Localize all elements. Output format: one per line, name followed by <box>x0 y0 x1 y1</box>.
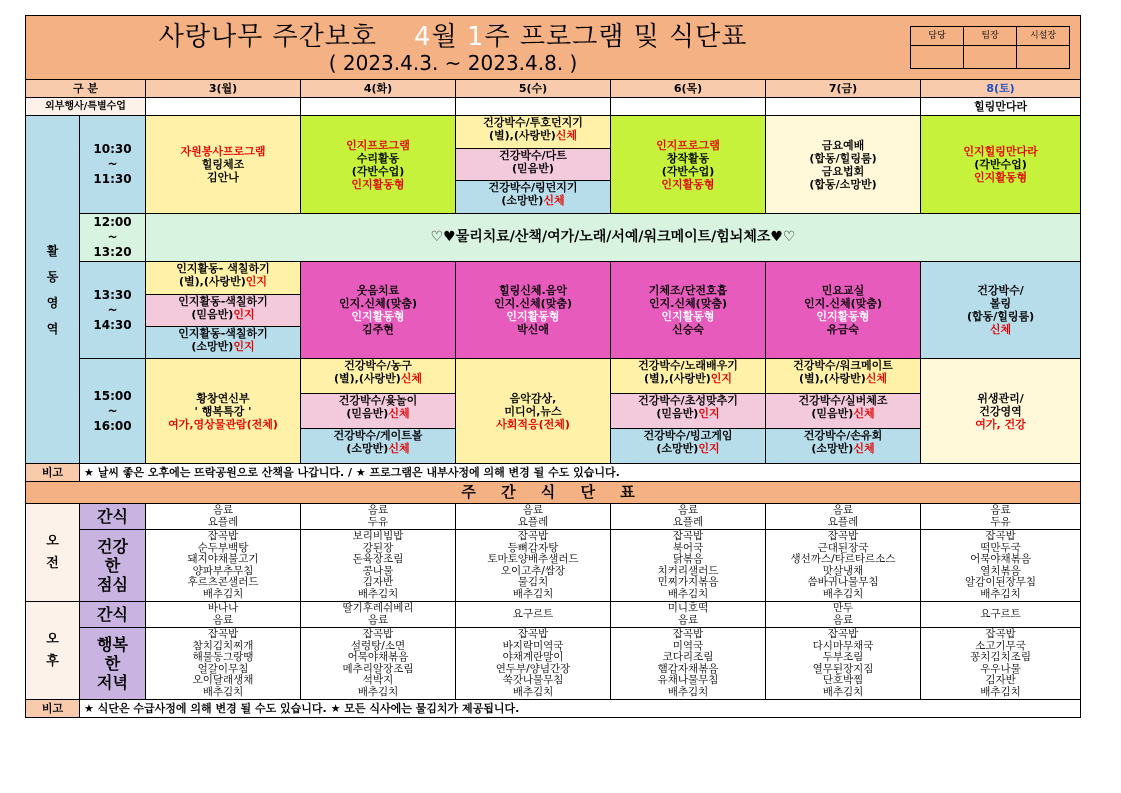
slot4-tue-group1: 건강박수/농구 (별),(사랑반)신체 <box>301 359 455 394</box>
slot4-fri-group3: 건강박수/손유회 (소망반)신체 <box>766 429 920 463</box>
slot1-wed-group1: 건강박수/투호던지기 (별),(사랑반)신체 <box>456 116 610 149</box>
slot1-sat: 인지힐링만다라 (각반수업) 인지활동형 <box>921 116 1081 214</box>
slot1-wed <box>456 116 611 214</box>
day-fri: 7(금) <box>766 80 921 98</box>
lunch-fri: 잡곡밥 근대된장국 생선까스/타르타르소스 맛살냉채 씀바귀나물무침 배추김치 <box>766 530 921 602</box>
day-thu: 6(목) <box>611 80 766 98</box>
am-snack-mon: 음료 요플레 <box>146 504 301 530</box>
title-cell <box>26 16 1081 80</box>
slot1-mon: 자원봉사프로그램 힐링체조 김안나 <box>146 116 301 214</box>
lunch-wed: 잡곡밥 등뼈감자탕 토마토양배추샐러드 오이고추/쌈장 물김치 배추김치 <box>456 530 611 602</box>
day-tue: 4(화) <box>301 80 456 98</box>
slot4-wed: 음악감상, 미디어,뉴스 사회적응(전체) <box>456 359 611 464</box>
lunch-sat: 잡곡밥 떡만두국 어묵야채볶음 열치볶음 알감이된장무침 배추김치 <box>921 530 1081 602</box>
special-sat: 힐링만다라 <box>921 98 1081 116</box>
slot4-fri-group2: 건강박수/실버체조 (믿음반)신체 <box>766 394 920 429</box>
note2-text: ★ 식단은 수급사정에 의해 변경 될 수도 있습니다. ★ 모든 식사에는 물김치가 제공됩니다. <box>80 700 1081 718</box>
am-snack-thu: 음료 요플레 <box>611 504 766 530</box>
pm-snack-thu: 미니호떡 음료 <box>611 602 766 628</box>
approval-lead-sign[interactable] <box>964 46 1017 69</box>
slot3-tue: 웃음치료 인지.신체(맞춤) 인지활동형 김주현 <box>301 262 456 359</box>
menu-title: 주 간 식 단 표 <box>26 482 1081 504</box>
am-snack-sat: 음료 두유 <box>921 504 1081 530</box>
pm-snack-label: 간식 <box>80 602 146 628</box>
slot4-fri <box>766 359 921 464</box>
slot1-tue: 인지프로그램 수리활동 (각반수업) 인지활동형 <box>301 116 456 214</box>
note2-label: 비고 <box>26 700 80 718</box>
page-title: 사랑나무 주간보호 4월 1주 프로그램 및 식단표 <box>158 21 748 52</box>
special-tue <box>301 98 456 116</box>
dinner-label: 행복 한 저녁 <box>80 628 146 700</box>
pm-snack-wed: 요구르트 <box>456 602 611 628</box>
lunch-tue: 보리비빔밥 강된장 돈육장조림 콩나물 김자반 배추김치 <box>301 530 456 602</box>
slot4-tue-group2: 건강박수/윷놀이 (믿음반)신체 <box>301 394 455 429</box>
slot4-sat: 위생관리/ 건강영역 여가, 건강 <box>921 359 1081 464</box>
approval-box <box>910 26 1070 69</box>
slot3-thu: 기체조/단전호흡 인지.신체(맞춤) 인지활동형 신승숙 <box>611 262 766 359</box>
note1-text: ★ 날씨 좋은 오후에는 뜨락공원으로 산책을 나갑니다. / ★ 프로그램은 내부사정에 의해 변경 될 수도 있습니다. <box>80 464 1081 482</box>
program-sheet <box>25 15 1080 763</box>
pm-snack-sat: 요구르트 <box>921 602 1081 628</box>
am-snack-tue: 음료 두유 <box>301 504 456 530</box>
slot1-wed-group3: 건강박수/링던지기 (소망반)신체 <box>456 181 610 213</box>
special-fri <box>766 98 921 116</box>
dinner-sat: 잡곡밥 소고기무국 꽁치김치조림 우우나물 김자반 배추김치 <box>921 628 1081 700</box>
activity-area-label: 활 동 영 역 <box>26 116 80 464</box>
pm-label: 오 후 <box>26 602 80 700</box>
slot3-sat: 건강박수/ 볼링 (합동/힐링룸) 신체 <box>921 262 1081 359</box>
dinner-thu: 잡곡밥 미역국 코다리조림 햄감자채볶음 유채나물무침 배추김치 <box>611 628 766 700</box>
time-slot-4: 15:00 ~ 16:00 <box>80 359 146 464</box>
slot4-thu-group3: 건강박수/빙고게임 (소망반)인지 <box>611 429 765 463</box>
slot4-fri-group1: 건강박수/워크메이트 (별),(사랑반)신체 <box>766 359 920 394</box>
slot4-thu <box>611 359 766 464</box>
slot2-all: ♡♥물리치료/산책/여가/노래/서예/워크메이트/힘뇌체조♥♡ <box>146 214 1081 262</box>
day-sat: 8(토) <box>921 80 1081 98</box>
time-slot-1: 10:30 ~ 11:30 <box>80 116 146 214</box>
special-wed <box>456 98 611 116</box>
approval-director-sign[interactable] <box>1017 46 1070 69</box>
slot1-thu: 인지프로그램 창작활동 (각반수업) 인지활동형 <box>611 116 766 214</box>
approval-lead: 팀장 <box>964 27 1017 46</box>
schedule-table <box>25 15 1081 718</box>
dinner-wed: 잡곡밥 바지락미역국 야채계란말이 연두부/양념간장 쑥갓나물무침 배추김치 <box>456 628 611 700</box>
dinner-fri: 잡곡밥 다시마무채국 두부조림 열무된장지짐 단호박찜 배추김치 <box>766 628 921 700</box>
week-number: 1 <box>466 21 485 52</box>
period: ( 2023.4.3. ~ 2023.4.8. ) <box>328 50 578 75</box>
dinner-tue: 잡곡밥 설렁탕/소면 어묵야채볶음 메추리알장조림 석박지 배추김치 <box>301 628 456 700</box>
slot3-mon <box>146 262 301 359</box>
slot1-fri: 금요예배 (합동/힐링룸) 금요법회 (합동/소망반) <box>766 116 921 214</box>
am-snack-label: 간식 <box>80 504 146 530</box>
slot3-fri: 민요교실 인지.신체(맞춤) 인지활동형 유금숙 <box>766 262 921 359</box>
slot1-wed-group2: 건강박수/다트 (믿음반) <box>456 149 610 181</box>
day-mon: 3(월) <box>146 80 301 98</box>
slot3-mon-group1: 인지활동- 색칠하기 (별),(사랑반)인지 <box>146 262 300 295</box>
pm-snack-tue: 딸기후레쉬베리 음료 <box>301 602 456 628</box>
month-number: 4 <box>414 21 432 52</box>
slot4-mon: 황창연신부 ' 행복특강 ' 여가,영상물관람(전체) <box>146 359 301 464</box>
am-snack-fri: 음료 요플레 <box>766 504 921 530</box>
am-snack-wed: 음료 요플레 <box>456 504 611 530</box>
dinner-mon: 잡곡밥 참치김치찌개 해물동그랑땡 얼갈이무침 오이달래생채 배추김치 <box>146 628 301 700</box>
special-mon <box>146 98 301 116</box>
day-wed: 5(수) <box>456 80 611 98</box>
approval-director: 시설장 <box>1017 27 1070 46</box>
pm-snack-fri: 만두 음료 <box>766 602 921 628</box>
lunch-label: 건강 한 점심 <box>80 530 146 602</box>
approval-staff: 담당 <box>911 27 964 46</box>
special-thu <box>611 98 766 116</box>
slot4-thu-group1: 건강박수/노래배우기 (별),(사랑반)인지 <box>611 359 765 394</box>
special-label: 외부행사/특별수업 <box>26 98 146 116</box>
approval-staff-sign[interactable] <box>911 46 964 69</box>
pm-snack-mon: 바나나 음료 <box>146 602 301 628</box>
division-header: 구 분 <box>26 80 146 98</box>
lunch-mon: 잡곡밥 순두부백탕 돼지야채불고기 양파부추무침 후르츠콘샐러드 배추김치 <box>146 530 301 602</box>
slot3-mon-group2: 인지활동-색칠하기 (믿음반)인지 <box>146 295 300 327</box>
time-slot-3: 13:30 ~ 14:30 <box>80 262 146 359</box>
time-slot-2: 12:00 ~ 13:20 <box>80 214 146 262</box>
slot3-wed: 힐링신체.음악 인지.신체(맞춤) 인지활동형 박신애 <box>456 262 611 359</box>
slot4-thu-group2: 건강박수/초성맞추기 (믿음반)인지 <box>611 394 765 429</box>
note1-label: 비고 <box>26 464 80 482</box>
lunch-thu: 잡곡밥 북어국 닭볶음 치커리샐러드 민찌가지볶음 배추김치 <box>611 530 766 602</box>
slot3-mon-group3: 인지활동-색칠하기 (소망반)인지 <box>146 327 300 358</box>
am-label: 오 전 <box>26 504 80 602</box>
slot4-tue <box>301 359 456 464</box>
slot4-tue-group3: 건강박수/게이트볼 (소망반)신체 <box>301 429 455 463</box>
